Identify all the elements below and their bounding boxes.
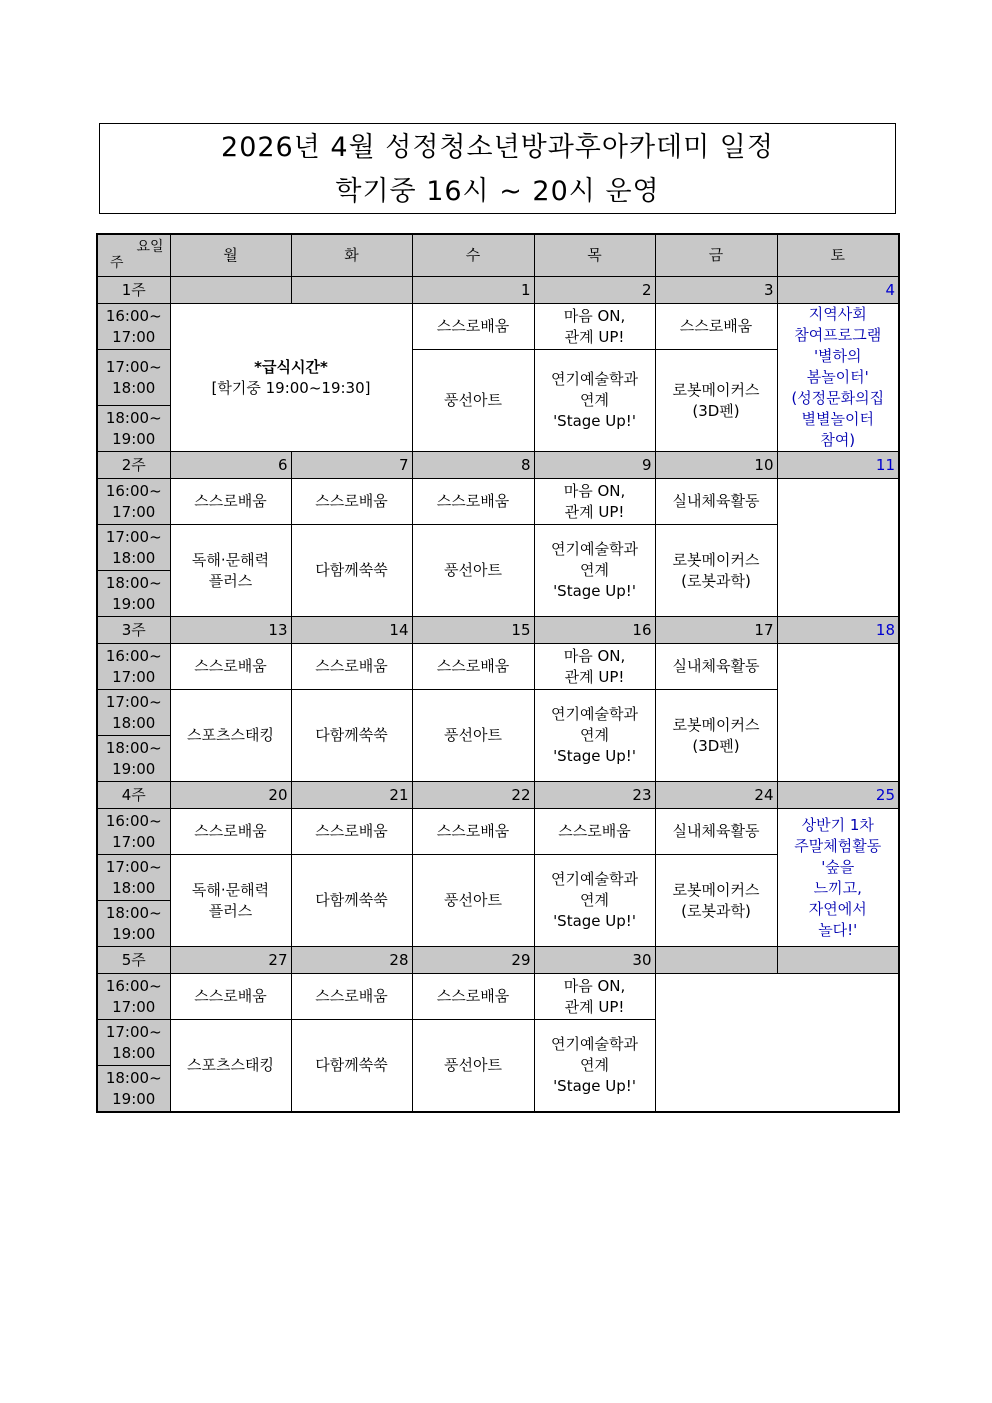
date-cell: 16 [534,617,655,644]
day-header-wed: 수 [412,234,534,277]
activity-cell: 독해·문해력 플러스 [170,525,291,617]
activity-cell: 스스로배움 [412,974,534,1020]
activity-cell: 로봇메이커스 (3D펜) [655,690,777,782]
date-cell: 24 [655,782,777,809]
date-cell: 10 [655,452,777,479]
date-cell: 9 [534,452,655,479]
activity-cell: 풍선아트 [412,350,534,452]
activity-cell: 다함께쑥쑥 [291,525,412,617]
date-cell: 22 [412,782,534,809]
week-label: 4주 [97,782,170,809]
activity-cell: 실내체육활동 [655,479,777,525]
activity-cell: 마음 ON, 관계 UP! [534,304,655,350]
meal-title: *급식시간* [254,357,328,376]
activity-cell: 스포츠스태킹 [170,1020,291,1113]
date-cell: 27 [170,947,291,974]
week-label: 1주 [97,277,170,304]
time-slot: 17:00~ 18:00 [97,855,170,901]
activity-cell: 풍선아트 [412,855,534,947]
activity-cell: 풍선아트 [412,690,534,782]
date-cell-saturday: 4 [777,277,899,304]
activity-cell: 연기예술학과 연계 'Stage Up!' [534,350,655,452]
date-cell: 7 [291,452,412,479]
activity-cell: 스스로배움 [291,809,412,855]
activity-cell: 마음 ON, 관계 UP! [534,479,655,525]
date-cell: 23 [534,782,655,809]
saturday-empty-cell [777,644,899,782]
date-cell-empty [291,277,412,304]
time-slot: 16:00~ 17:00 [97,809,170,855]
corner-cell [97,234,170,277]
activity-cell: 풍선아트 [412,1020,534,1113]
day-header-tue: 화 [291,234,412,277]
date-cell: 13 [170,617,291,644]
activity-cell: 마음 ON, 관계 UP! [534,974,655,1020]
activity-cell: 실내체육활동 [655,644,777,690]
activity-cell: 스스로배움 [412,304,534,350]
date-cell: 2 [534,277,655,304]
time-slot: 18:00~ 19:00 [97,1066,170,1113]
time-row-1 [97,974,899,1020]
activity-cell: 실내체육활동 [655,809,777,855]
activity-cell: 스스로배움 [655,304,777,350]
date-cell: 14 [291,617,412,644]
activity-cell: 연기예술학과 연계 'Stage Up!' [534,690,655,782]
activity-cell: 로봇메이커스 (3D펜) [655,350,777,452]
time-slot: 18:00~ 19:00 [97,901,170,947]
activity-cell: 로봇메이커스 (로봇과학) [655,855,777,947]
time-slot: 16:00~ 17:00 [97,479,170,525]
title-box [99,123,896,214]
meal-time-cell [170,304,412,452]
time-slot: 18:00~ 19:00 [97,571,170,617]
header-row [97,234,899,277]
activity-cell: 스스로배움 [170,644,291,690]
time-slot: 17:00~ 18:00 [97,525,170,571]
page-subtitle: 학기중 16시 ~ 20시 운영 [335,176,660,207]
week-row-2 [97,452,899,479]
date-cell: 20 [170,782,291,809]
activity-cell: 스스로배움 [170,974,291,1020]
activity-cell: 마음 ON, 관계 UP! [534,644,655,690]
week-row-1 [97,277,899,304]
time-slot: 17:00~ 18:00 [97,1020,170,1066]
day-header-mon: 월 [170,234,291,277]
saturday-event-cell: 상반기 1차 주말체험활동 '숲을 느끼고, 자연에서 놀다!' [777,809,899,947]
activity-cell: 풍선아트 [412,525,534,617]
time-slot: 16:00~ 17:00 [97,304,170,350]
page-title: 2026년 4월 성정청소년방과후아카데미 일정 [221,132,774,163]
activity-cell: 스스로배움 [170,809,291,855]
activity-cell: 연기예술학과 연계 'Stage Up!' [534,525,655,617]
date-cell: 29 [412,947,534,974]
activity-cell: 연기예술학과 연계 'Stage Up!' [534,855,655,947]
date-cell: 8 [412,452,534,479]
meal-time: [학기중 19:00~19:30] [211,378,371,397]
date-cell: 6 [170,452,291,479]
saturday-empty-cell [777,479,899,617]
week-row-4 [97,782,899,809]
week-label: 3주 [97,617,170,644]
time-slot: 16:00~ 17:00 [97,974,170,1020]
activity-cell: 스스로배움 [291,974,412,1020]
saturday-event-cell: 지역사회 참여프로그램 '별하의 봄놀이터' (성정문화의집 별별놀이터 참여) [777,304,899,452]
time-row-1 [97,479,899,525]
activity-cell: 다함께쑥쑥 [291,855,412,947]
date-cell-saturday: 11 [777,452,899,479]
time-row-1 [97,809,899,855]
corner-week-label: 주 [110,255,124,271]
week-label: 2주 [97,452,170,479]
activity-cell: 스스로배움 [534,809,655,855]
week-label: 5주 [97,947,170,974]
date-cell: 3 [655,277,777,304]
activity-cell: 독해·문해력 플러스 [170,855,291,947]
day-header-thu: 목 [534,234,655,277]
week-row-3 [97,617,899,644]
activity-cell: 로봇메이커스 (로봇과학) [655,525,777,617]
time-row-1 [97,304,899,350]
date-cell: 28 [291,947,412,974]
date-cell: 15 [412,617,534,644]
activity-cell: 스스로배움 [412,809,534,855]
time-slot: 17:00~ 18:00 [97,350,170,406]
activity-cell: 스스로배움 [291,644,412,690]
day-header-sat: 토 [777,234,899,277]
time-slot: 17:00~ 18:00 [97,690,170,736]
date-cell-empty [655,947,777,974]
date-cell-saturday: 25 [777,782,899,809]
date-cell-saturday: 18 [777,617,899,644]
activity-cell: 스스로배움 [412,644,534,690]
time-slot: 18:00~ 19:00 [97,736,170,782]
time-slot: 18:00~ 19:00 [97,406,170,452]
activity-cell: 다함께쑥쑥 [291,1020,412,1113]
day-header-fri: 금 [655,234,777,277]
empty-cell [655,974,899,1113]
time-row-1 [97,644,899,690]
schedule-table [96,233,900,1113]
time-slot: 16:00~ 17:00 [97,644,170,690]
activity-cell: 스포츠스태킹 [170,690,291,782]
date-cell: 17 [655,617,777,644]
corner-day-label: 요일 [136,239,164,255]
date-cell-empty [777,947,899,974]
date-cell: 30 [534,947,655,974]
activity-cell: 다함께쑥쑥 [291,690,412,782]
date-cell: 21 [291,782,412,809]
activity-cell: 연기예술학과 연계 'Stage Up!' [534,1020,655,1113]
date-cell-empty [170,277,291,304]
activity-cell: 스스로배움 [412,479,534,525]
activity-cell: 스스로배움 [291,479,412,525]
activity-cell: 스스로배움 [170,479,291,525]
date-cell: 1 [412,277,534,304]
week-row-5 [97,947,899,974]
